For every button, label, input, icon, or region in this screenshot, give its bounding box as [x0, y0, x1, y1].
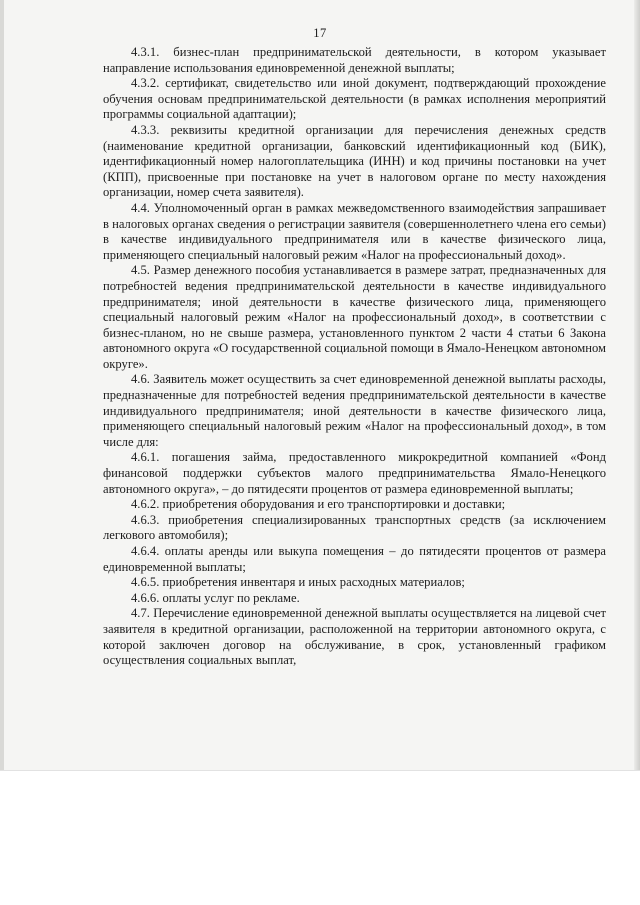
- paragraph-4-6-6: 4.6.6. оплаты услуг по рекламе.: [131, 590, 300, 605]
- scan-left-edge: [0, 0, 4, 770]
- paragraph-4-6-4: 4.6.4. оплаты аренды или выкупа помещения – до пятидесяти процентов от размера единовременной выплаты;: [103, 544, 606, 574]
- paragraph-4-6-2: 4.6.2. приобретения оборудования и его транспортировки и доставки;: [131, 497, 506, 512]
- document-body: [103, 45, 606, 669]
- paragraph-4-6: 4.6. Заявитель может осуществить за счет единовременной денежной выплаты расходы, предназначенные для потребностей ведения предпринимательской деятельности в качестве индивидуального предпринимателя; иной деятельности в качестве физического лица, применяющего специальный налоговый режим «Налог на профессиональный доход», в том числе для:: [103, 372, 606, 449]
- paragraph-4-3-3: 4.3.3. реквизиты кредитной организации для перечисления денежных средств (наименование кредитной организации, банковский идентификационный код (БИК), идентификационный номер налогоплательщика (ИНН) и код причины постановки на учет (КПП), присвоенные при постановке на учет в налоговом органе по месту нахождения организации, номер счета заявителя).: [103, 122, 606, 200]
- paragraph-4-5: 4.5. Размер денежного пособия устанавливается в размере затрат, предназначенных для потребностей ведения предпринимательской деятельности в качестве индивидуального предпринимателя; иной деятельности в качестве физического лица, применяющего специальный налоговый режим «Налог на профессиональный доход», в соответствии с бизнес-планом, но не свыше размера, установленного пунктом 2 части 4 статьи 6 Закона автономного округа «О государственной социальной помощи в Ямало-Ненецком автономном округе».: [103, 263, 606, 371]
- paragraph-4-3-2: 4.3.2. сертификат, свидетельство или иной документ, подтверждающий прохождение обучения основам предпринимательской деятельности (в рамках исполнения мероприятий программы социальной адаптации);: [103, 76, 606, 122]
- page-number: 17: [313, 26, 327, 40]
- paragraph-4-6-3: 4.6.3. приобретения специализированных транспортных средств (за исключением легкового автомобиля);: [103, 512, 606, 543]
- paragraph-4-7: 4.7. Перечисление единовременной денежной выплаты осуществляется на лицевой счет заявителя в кредитной организации, расположенной на территории автономного округа, с которой заключен договор на обслуживание, в срок, установленный графиком осуществления социальных выплат,: [103, 606, 606, 668]
- paragraph-4-6-1: 4.6.1. погашения займа, предоставленного микрокредитной компанией «Фонд финансовой поддержки субъектов малого предпринимательства Ямало-Ненецкого автономного округа», – до пятидесяти процентов от размера единовременной выплаты;: [103, 450, 606, 496]
- paragraph-4-3-1: 4.3.1. бизнес-план предпринимательской деятельности, в котором указывает направление использования единовременной денежной выплаты;: [103, 45, 606, 75]
- paragraph-4-6-5: 4.6.5. приобретения инвентаря и иных расходных материалов;: [131, 575, 465, 590]
- paragraph-4-4: 4.4. Уполномоченный орган в рамках межведомственного взаимодействия запрашивает в налоговых органах сведения о регистрации заявителя (совершеннолетнего члена его семьи) в качестве индивидуального предпринимателя или в качестве физического лица, применяющего специальный налоговый режим «Налог на профессиональный доход».: [103, 200, 606, 262]
- scan-right-edge: [634, 0, 640, 770]
